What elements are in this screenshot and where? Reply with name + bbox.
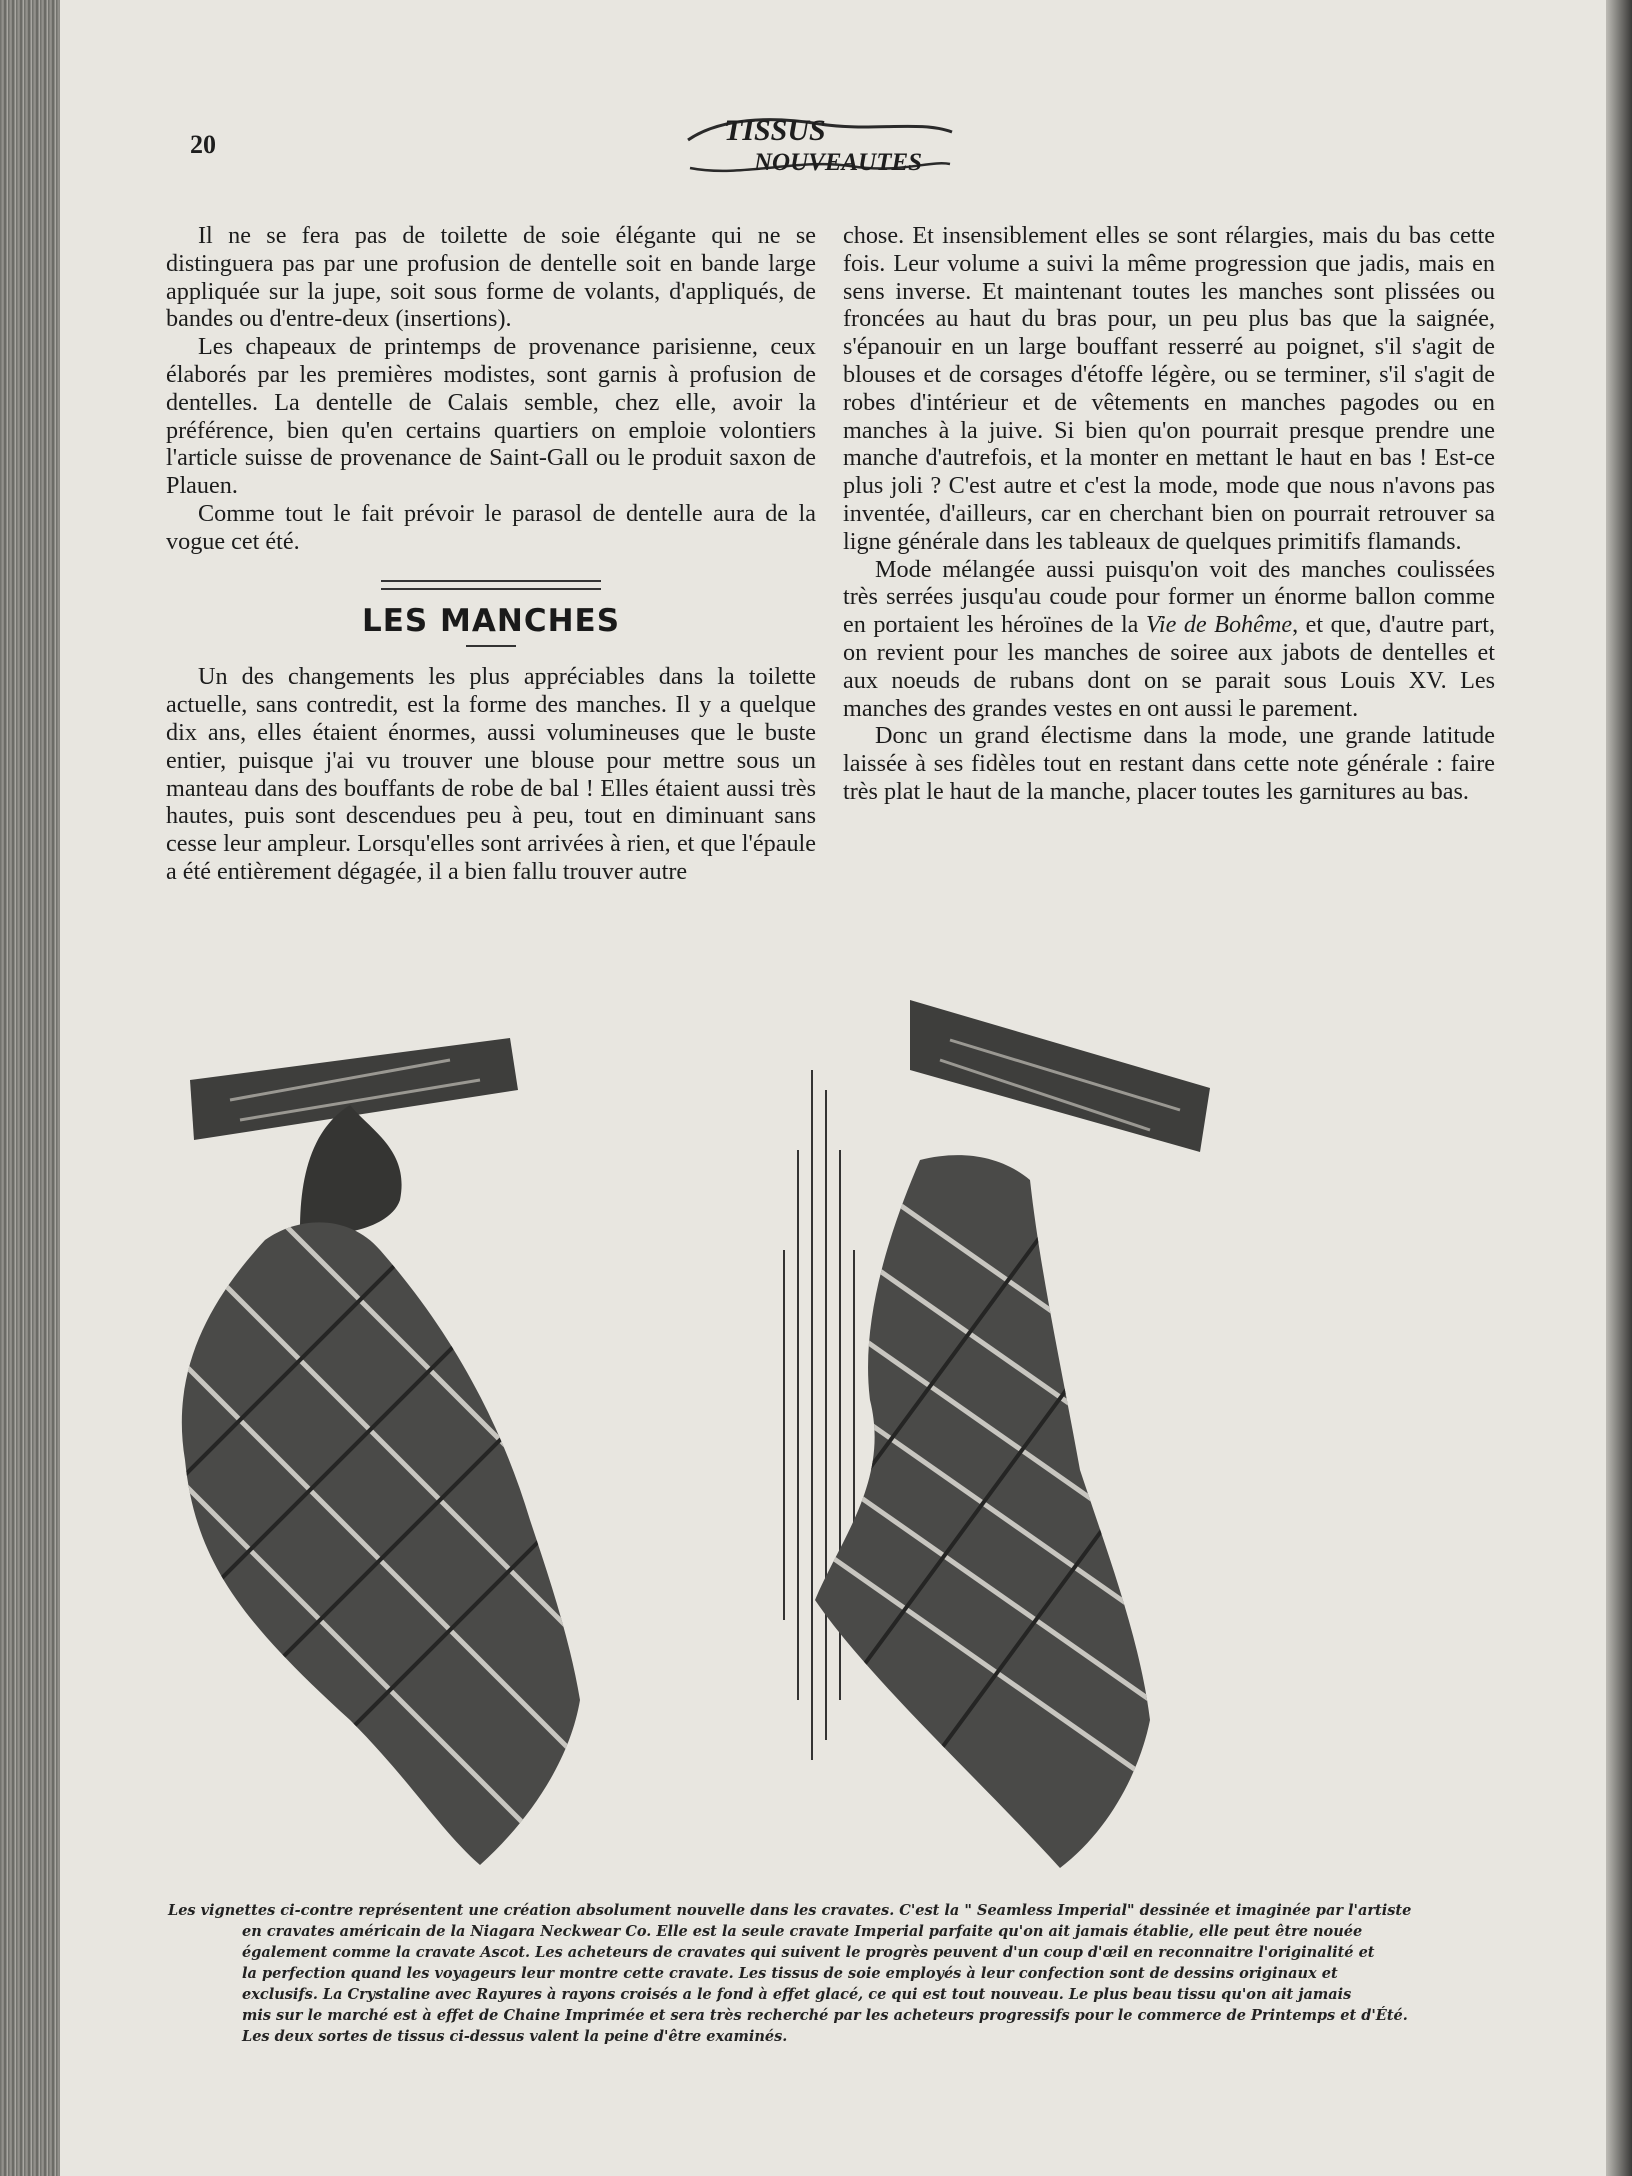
paragraph-chapeaux: Les chapeaux de printemps de provenance parisienne, ceux élaborés par les premières modistes, sont garnis à profusion de dentelles. La dentelle de Calais semble, chez elle, avoir la préférence, bien qu'en certains quartiers on emploie volontiers l'article suisse de provenance de Saint-Gall ou le produit saxon de Plauen. [166,333,816,500]
caption-line: également comme la cravate Ascot. Les acheteurs de cravates qui suivent le progrès peuvent d'un coup d'œil en reconnaitre l'originalité et [242,1944,1375,1961]
center-ornament [784,1070,854,1760]
caption-line: exclusifs. La Crystaline avec Rayures à rayons croisés a le fond à effet glacé, ce qui est tout nouveau. Le plus beau tissu qu'on ait jamais [242,1986,1352,2003]
left-column [166,222,816,886]
caption-line: en cravates américain de la Niagara Neckwear Co. Elle est la seule cravate Imperial parfaite qu'on ait jamais établie, elle peut être nouée [242,1923,1363,1940]
masthead-top-text: TISSUS [724,114,826,147]
paragraph-electisme: Donc un grand électisme dans la mode, une grande latitude laissée à ses fidèles tout en restant dans cette note générale : faire très plat le haut de la manche, placer toutes les garnitures au bas. [843,722,1495,805]
paragraph-dentelle: Il ne se fera pas de toilette de soie élégante qui ne se distinguera pas par une profusion de dentelle soit en bande large appliquée sur la jupe, soit sous forme de volants, d'appliqués, de bandes ou d'entre-deux (insertions). [166,222,816,333]
paragraph-mode-melangee: Mode mélangée aussi puisqu'on voit des manches coulissées très serrées jusqu'au coude pour former un énorme ballon comme en portaient les héroïnes de la Vie de Bohême, et que, d'autre part, on revient pour les manches de soiree aux jabots de dentelles et aux noeuds de rubans dont on se parait sous Louis XV. Les manches des grandes vestes en ont aussi le parement. [843,555,1495,722]
page-edge-shadow [1606,0,1632,2176]
masthead-bottom-text: NOUVEAUTES [754,149,923,176]
cravate-illustration [150,1000,1490,1900]
caption-line: la perfection quand les voyageurs leur montre cette cravate. Les tissus de soie employés à leur confection sont de dessins originaux et [242,1965,1338,1982]
paragraph-parasol: Comme tout le fait prévoir le parasol de dentelle aura de la vogue cet été. [166,499,816,555]
illustration-caption [168,1900,1508,2047]
right-column [843,222,1495,806]
masthead-logo [680,98,960,188]
caption-line: Les deux sortes de tissus ci-dessus valent la peine d'être examinés. [242,2028,788,2045]
paragraph-manches: Un des changements les plus appréciables dans la toilette actuelle, sans contredit, est la forme des manches. Il y a quelque dix ans, elles étaient énormes, aussi volumineuses que le buste entier, puisque j'ai vu trouver une blouse pour mettre sous un manteau dans des bouffants de robe de bal ! Elles étaient aussi très hautes, puis sont descendues peu à peu, tout en diminuant sans cesse leur ampleur. Lorsqu'elles sont arrivées à rien, et que l'épaule a été entièrement dégagée, il a bien fallu trouver autre [166,663,816,885]
section-title: LES MANCHES [361,602,621,639]
right-cravate [670,1000,1350,1900]
left-cravate [150,1010,890,1900]
page-number: 20 [190,130,216,159]
book-binding [0,0,60,2176]
title-vie-de-boheme: Vie de Bohême [1145,611,1293,639]
section-underline [466,645,516,647]
section-divider [381,580,601,590]
caption-line: mis sur le marché est à effet de Chaine Imprimée et sera très recherché par les acheteurs progressifs pour le commerce de Printemps et d'Été. [242,2007,1408,2024]
caption-line: Les vignettes ci-contre représentent une création absolument nouvelle dans les cravates. C'est la " Seamless Imperial" dessinée et imaginée par l'artiste [168,1902,1412,1919]
paragraph-continuation: chose. Et insensiblement elles se sont rélargies, mais du bas cette fois. Leur volume a suivi la même progression que jadis, mais en sens inverse. Et maintenant toutes les manches sont plissées ou froncées au haut du bras pour, un peu plus bas que la saignée, s'épanouir en un large bouffant resserré au poignet, s'il s'agit de blouses et de corsages d'étoffe légère, ou se terminer, s'il s'agit de robes d'intérieur et de vêtements en manches pagodes ou en manches à la juive. Si bien qu'on pourrait presque prendre une manche d'autrefois, et la monter en mettant le haut en bas ! Est-ce plus joli ? C'est autre et c'est la mode, mode que nous n'avons pas inventée, d'ailleurs, car en cherchant bien on pourrait retrouver sa ligne générale dans les tableaux de quelques primitifs flamands. [843,222,1495,555]
